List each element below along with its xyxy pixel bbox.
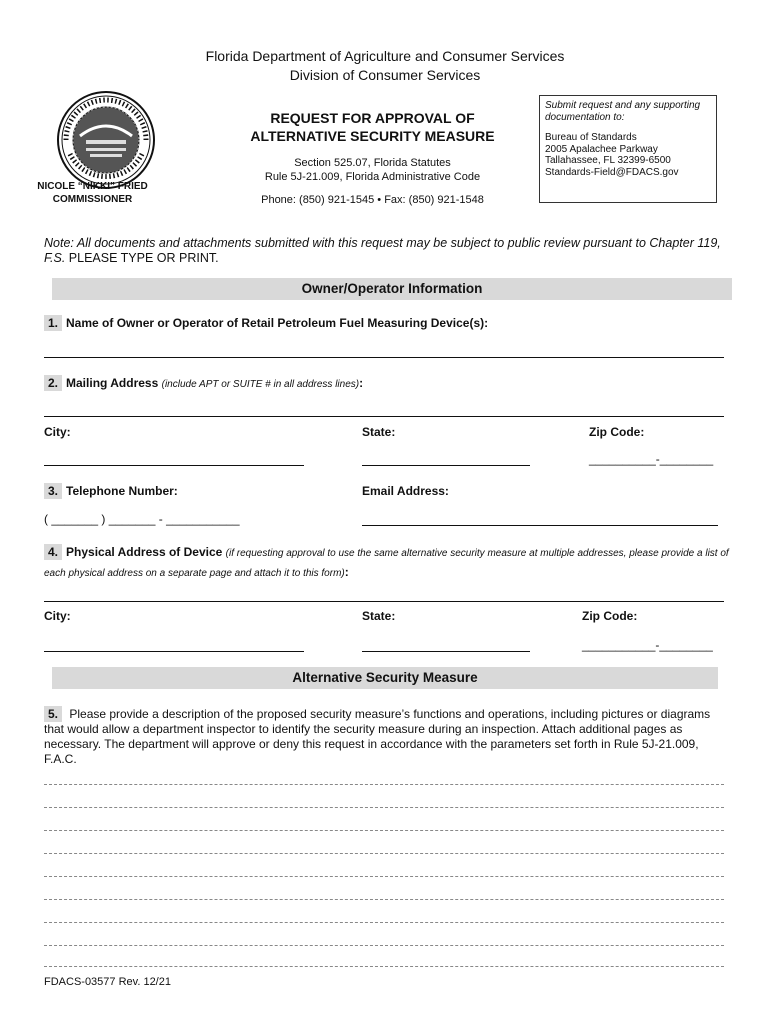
description-line[interactable] [44,876,724,877]
submit-intro: Submit request and any supporting documentation to: [545,100,701,123]
statute-reference [230,156,515,184]
rule-text: Rule 5J-21.009, Florida Administrative Code [264,171,481,183]
description-line[interactable] [44,830,724,831]
q3-text: Telephone Number: [66,484,178,498]
description-line[interactable] [44,899,724,900]
mailing-state-label: State: [362,425,396,439]
device-city-field[interactable] [44,651,304,652]
note-instruction: PLEASE TYPE OR PRINT. [65,251,219,265]
owner-name-field[interactable] [44,357,724,358]
mailing-zip-field[interactable]: __________-________ [589,452,714,466]
commissioner-block [20,180,165,206]
description-line[interactable] [44,945,724,946]
form-title-line2: ALTERNATIVE SECURITY MEASURE [250,128,495,144]
agency-name: Florida Department of Agriculture and Consumer Services [205,48,565,64]
q5-number: 5. [44,706,62,722]
submit-email[interactable]: Standards-Field@FDACS.gov [545,166,679,178]
q5-text: Please provide a description of the proposed security measure’s functions and operations, including pictures or diagrams that would allow a department inspector to identify the security measure during an inspection. Attach additional pages as necessary. The department will approve or deny this request in accordance with the parameters set forth in Rule 5J-21.009, F.A.C. [44,707,711,766]
form-title-line1: REQUEST FOR APPROVAL OF [270,110,475,126]
form-title [230,109,515,145]
statute-text: Section 525.07, Florida Statutes [294,157,451,169]
device-zip-label: Zip Code: [582,609,638,623]
mailing-city-field[interactable] [44,465,304,466]
q5-instructions [44,707,728,767]
device-state-field[interactable] [362,651,530,652]
device-state-label: State: [362,609,396,623]
q4-colon: : [344,565,349,579]
physical-address-field[interactable] [44,601,724,602]
q2-text: Mailing Address [66,376,159,390]
mailing-address-field[interactable] [44,416,724,417]
q4-label [44,543,734,583]
form-number: FDACS-03577 Rev. 12/21 [44,976,171,988]
device-city-label: City: [44,609,71,623]
q1-number: 1. [44,315,62,331]
q4-text: Physical Address of Device [66,545,223,559]
q1-label [44,316,488,330]
mailing-city-label: City: [44,425,71,439]
section-owner-operator: Owner/Operator Information [52,278,732,300]
division-name: Division of Consumer Services [289,67,481,83]
department-seal-icon [56,90,156,190]
q2-hint: (include APT or SUITE # in all address lines) [161,379,360,390]
q4-hint: (if requesting approval to use the same alternative security measure at multiple addresses, please provide a list of each physical address on a separate page and attach it to this form) [44,548,729,579]
mailing-zip-label: Zip Code: [589,425,645,439]
submit-address-box [539,95,717,203]
description-line[interactable] [44,807,724,808]
q2-label [44,376,363,390]
email-label: Email Address: [362,484,449,498]
device-zip-field[interactable]: ___________-________ [582,638,713,652]
q3-number: 3. [44,483,62,499]
note-text: Note: All documents and attachments submitted with this request may be subject to public review pursuant to Chapter 119, F.S. [44,236,721,265]
contact-phone: Phone: (850) 921-1545 • Fax: (850) 921-1548 [261,194,484,206]
q2-number: 2. [44,375,62,391]
description-line[interactable] [44,853,724,854]
email-field[interactable] [362,525,718,526]
public-review-note [44,236,734,266]
description-line[interactable] [44,966,724,967]
submit-line3: Tallahassee, FL 32399-6500 [545,155,671,166]
description-line[interactable] [44,922,724,923]
commissioner-title: COMMISSIONER [52,194,133,205]
section-alternative-security: Alternative Security Measure [52,667,718,689]
q4-number: 4. [44,544,62,560]
description-line[interactable] [44,784,724,785]
mailing-state-field[interactable] [362,465,530,466]
q1-text: Name of Owner or Operator of Retail Petroleum Fuel Measuring Device(s): [66,316,489,330]
submit-line2: 2005 Apalachee Parkway [545,143,658,155]
q3-label [44,484,178,498]
commissioner-name: NICOLE “NIKKI” FRIED [37,181,148,192]
telephone-field[interactable]: ( _______ ) _______ - ___________ [44,512,240,526]
submit-line1: Bureau of Standards [545,132,637,143]
q2-colon: : [359,376,364,390]
